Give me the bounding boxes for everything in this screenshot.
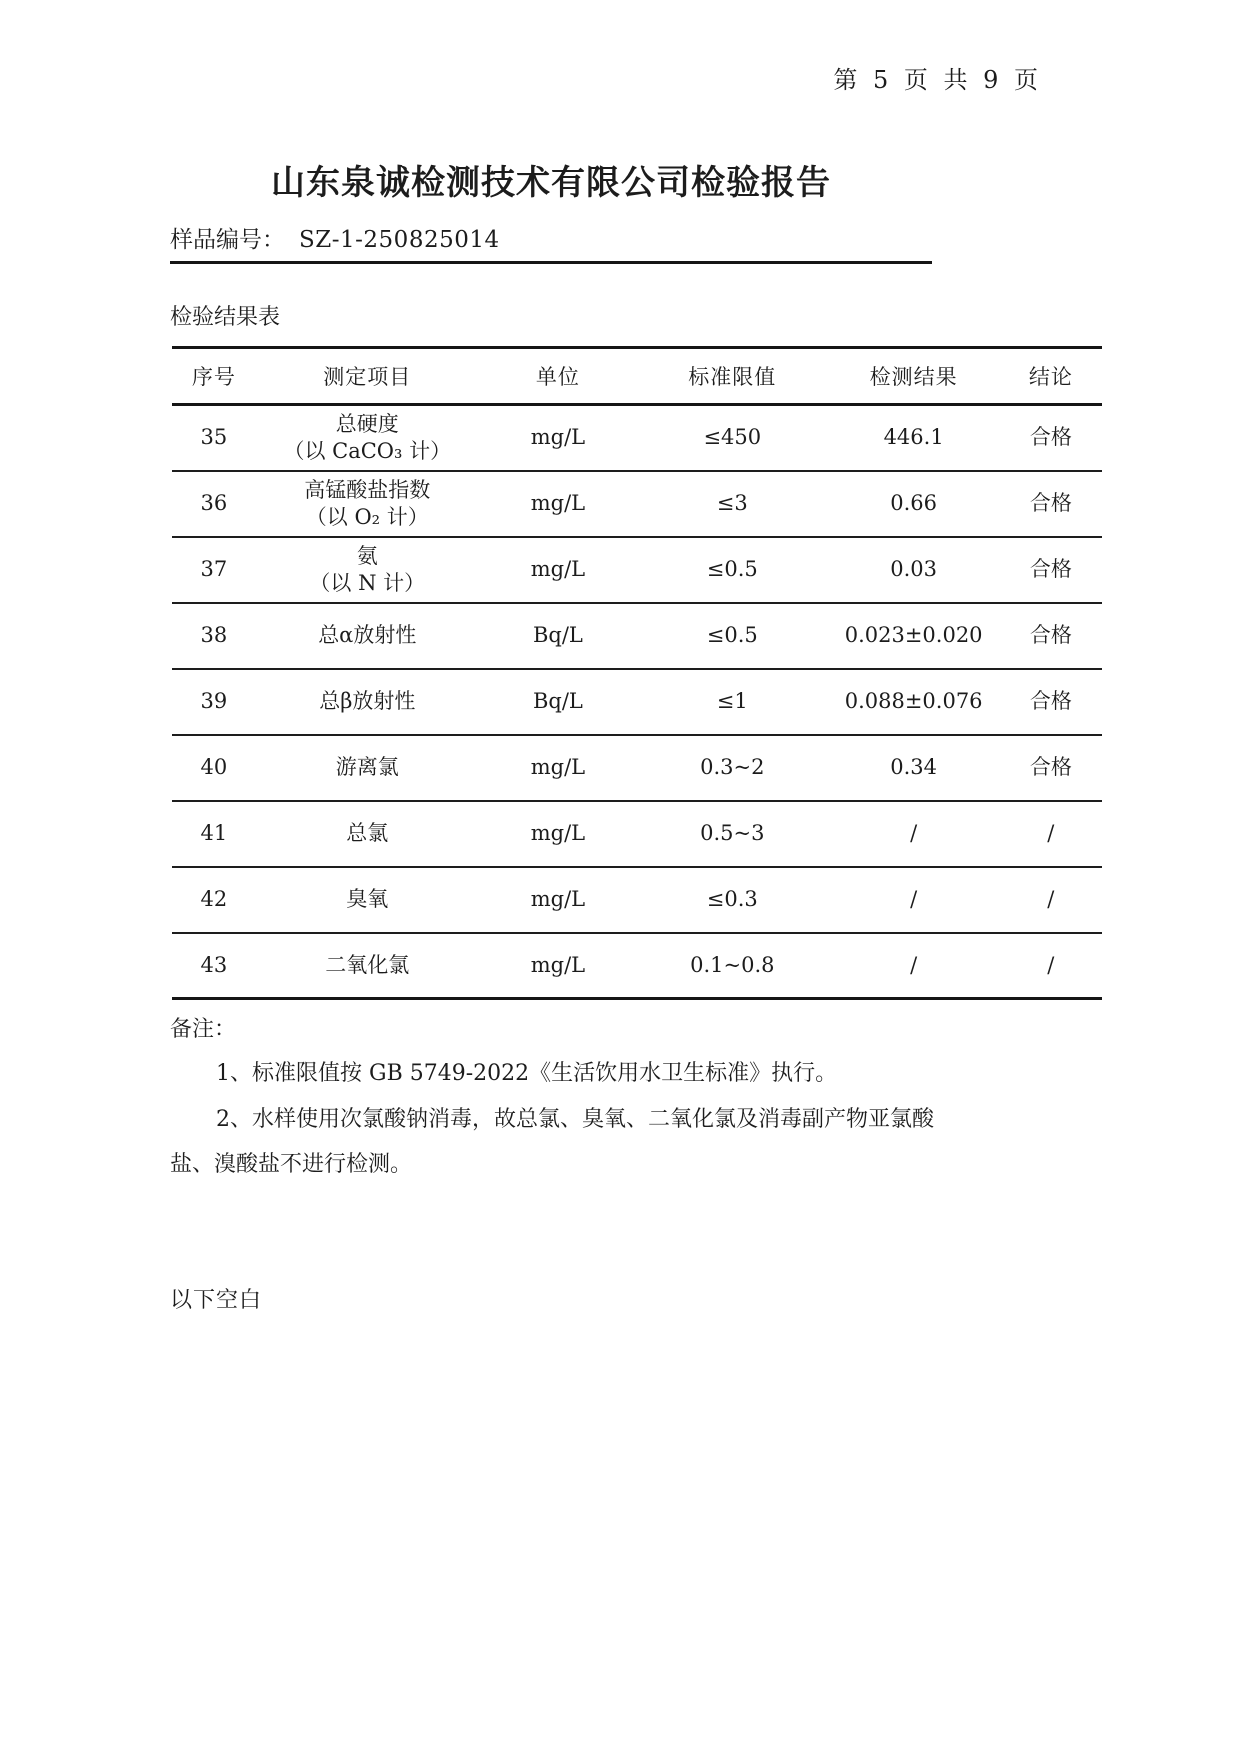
table-row — [172, 537, 1102, 603]
cell-item: 氨 （以 N 计） — [256, 537, 479, 603]
table-row — [172, 801, 1102, 867]
table-row — [172, 603, 1102, 669]
cell-result: 0.66 — [828, 471, 1000, 537]
cell-item: 高锰酸盐指数 （以 O₂ 计） — [256, 471, 479, 537]
cell-no: 39 — [172, 669, 256, 735]
cell-conclusion: / — [1047, 952, 1055, 977]
cell-limit: ≤3 — [637, 471, 828, 537]
cell-unit: mg/L — [479, 537, 637, 603]
cell-result: / — [910, 952, 918, 977]
sample-number-value: SZ-1-250825014 — [299, 227, 500, 253]
results-table-body — [172, 405, 1102, 999]
cell-no: 42 — [172, 867, 256, 933]
cell-item: 臭氧 — [256, 867, 479, 933]
cell-conclusion: 合格 — [1000, 405, 1102, 471]
sample-number-label: 样品编号： — [170, 227, 285, 253]
cell-unit: Bq/L — [479, 669, 637, 735]
cell-unit: mg/L — [479, 471, 637, 537]
cell-no: 37 — [172, 537, 256, 603]
cell-no: 43 — [200, 952, 228, 977]
cell-no: 35 — [172, 405, 256, 471]
table-row — [172, 405, 1102, 471]
cell-limit: ≤0.5 — [637, 603, 828, 669]
cell-conclusion: 合格 — [1000, 735, 1102, 801]
page-number: 第 5 页 共 9 页 — [833, 66, 1042, 94]
cell-result: 446.1 — [828, 405, 1000, 471]
cell-no: 36 — [172, 471, 256, 537]
cell-conclusion: 合格 — [1000, 537, 1102, 603]
results-table-title: 检验结果表 — [170, 305, 281, 330]
cell-limit: ≤1 — [637, 669, 828, 735]
cell-conclusion: / — [1000, 801, 1102, 867]
cell-item: 总α放射性 — [256, 603, 479, 669]
cell-item: 总硬度 （以 CaCO₃ 计） — [256, 405, 479, 471]
note-2-line-2: 盐、溴酸盐不进行检测。 — [170, 1152, 413, 1177]
report-title: 山东泉诚检测技术有限公司检验报告 — [271, 163, 831, 203]
cell-limit: ≤450 — [637, 405, 828, 471]
cell-unit: mg/L — [530, 952, 586, 977]
cell-result: 0.088±0.076 — [828, 669, 1000, 735]
results-table — [172, 346, 1102, 1000]
notes-label: 备注： — [170, 1017, 237, 1042]
cell-unit: Bq/L — [479, 603, 637, 669]
results-table-container — [172, 346, 1102, 1000]
cell-result: 0.023±0.020 — [828, 603, 1000, 669]
column-header-conclusion: 结论 — [1000, 348, 1102, 405]
cell-unit: mg/L — [479, 735, 637, 801]
cell-result: 0.03 — [828, 537, 1000, 603]
table-row — [172, 471, 1102, 537]
cell-unit: mg/L — [479, 867, 637, 933]
cell-item: 游离氯 — [256, 735, 479, 801]
sample-number-line — [170, 221, 932, 264]
cell-limit: 0.3~2 — [637, 735, 828, 801]
cell-unit: mg/L — [479, 405, 637, 471]
cell-conclusion: / — [1000, 867, 1102, 933]
column-header-result: 检测结果 — [828, 348, 1000, 405]
cell-item: 总β放射性 — [256, 669, 479, 735]
column-header-unit: 单位 — [479, 348, 637, 405]
table-row — [172, 735, 1102, 801]
cell-conclusion: 合格 — [1000, 603, 1102, 669]
table-row — [172, 933, 1102, 999]
table-row — [172, 669, 1102, 735]
cell-unit: mg/L — [479, 801, 637, 867]
end-of-report-marker: 以下空白 — [170, 1288, 263, 1313]
cell-no: 40 — [172, 735, 256, 801]
cell-conclusion: 合格 — [1000, 669, 1102, 735]
cell-limit: 0.5~3 — [637, 801, 828, 867]
cell-item: 二氧化氯 — [325, 952, 410, 977]
column-header-item: 测定项目 — [256, 348, 479, 405]
table-row — [172, 867, 1102, 933]
cell-result: / — [828, 867, 1000, 933]
table-header-row — [172, 348, 1102, 405]
column-header-limit: 标准限值 — [637, 348, 828, 405]
cell-no: 38 — [172, 603, 256, 669]
cell-result: / — [828, 801, 1000, 867]
cell-item: 总氯 — [256, 801, 479, 867]
note-1: 1、标准限值按 GB 5749-2022《生活饮用水卫生标准》执行。 — [216, 1061, 838, 1086]
cell-limit: ≤0.5 — [637, 537, 828, 603]
note-2-line-1: 2、水样使用次氯酸钠消毒，故总氯、臭氧、二氧化氯及消毒副产物亚氯酸 — [216, 1107, 934, 1132]
column-header-no: 序号 — [172, 348, 256, 405]
cell-result: 0.34 — [828, 735, 1000, 801]
cell-no: 41 — [172, 801, 256, 867]
cell-limit: 0.1~0.8 — [690, 952, 775, 977]
cell-conclusion: 合格 — [1000, 471, 1102, 537]
cell-limit: ≤0.3 — [637, 867, 828, 933]
